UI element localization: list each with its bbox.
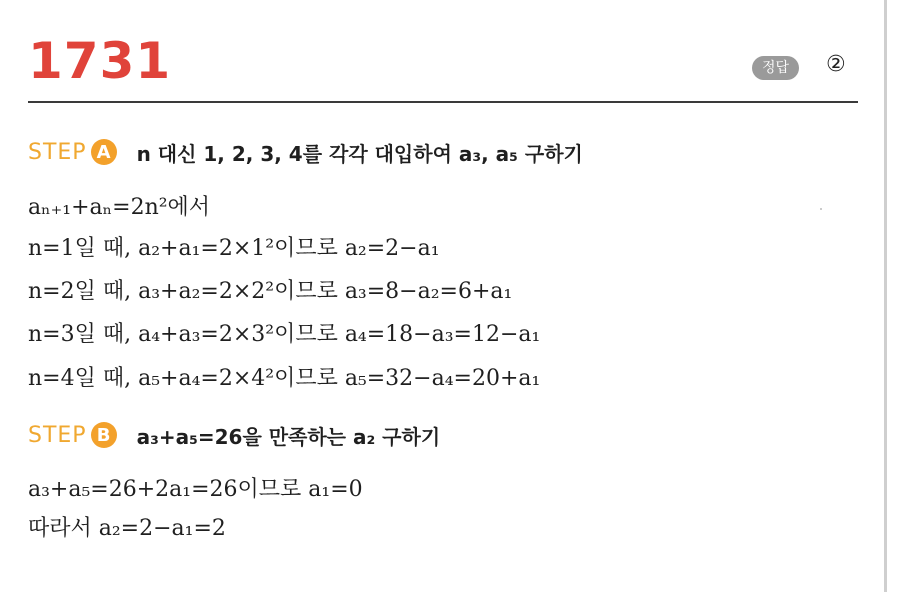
step-a-line-4: n=3일 때, a₄+a₃=2×3²이므로 a₄=18−a₃=12−a₁ bbox=[28, 322, 541, 347]
step-b-badge: B bbox=[91, 422, 117, 448]
step-b-line-2: 따라서 a₂=2−a₁=2 bbox=[28, 516, 226, 541]
answer-badge: 정답 bbox=[752, 56, 799, 80]
scan-speck bbox=[820, 208, 822, 210]
step-b-label: STEP bbox=[28, 422, 87, 448]
step-a-line-1: aₙ₊₁+aₙ=2n²에서 bbox=[28, 195, 211, 220]
step-b-header bbox=[28, 418, 440, 452]
step-a-badge: A bbox=[91, 139, 117, 165]
step-a-title: n 대신 1, 2, 3, 4를 각각 대입하여 a₃, a₅ 구하기 bbox=[136, 141, 583, 166]
step-a-line-5: n=4일 때, a₅+a₄=2×4²이므로 a₅=32−a₄=20+a₁ bbox=[28, 366, 541, 391]
header-divider bbox=[28, 101, 858, 103]
page-edge bbox=[884, 0, 887, 592]
step-b-line-1: a₃+a₅=26+2a₁=26이므로 a₁=0 bbox=[28, 477, 363, 502]
step-b-title: a₃+a₅=26을 만족하는 a₂ 구하기 bbox=[136, 424, 441, 449]
step-a-header bbox=[28, 135, 583, 169]
step-a-label: STEP bbox=[28, 139, 87, 165]
step-a-line-2: n=1일 때, a₂+a₁=2×1²이므로 a₂=2−a₁ bbox=[28, 236, 440, 261]
answer-value: ② bbox=[826, 52, 846, 77]
step-a-line-3: n=2일 때, a₃+a₂=2×2²이므로 a₃=8−a₂=6+a₁ bbox=[28, 279, 513, 304]
problem-number: 1731 bbox=[28, 32, 172, 90]
